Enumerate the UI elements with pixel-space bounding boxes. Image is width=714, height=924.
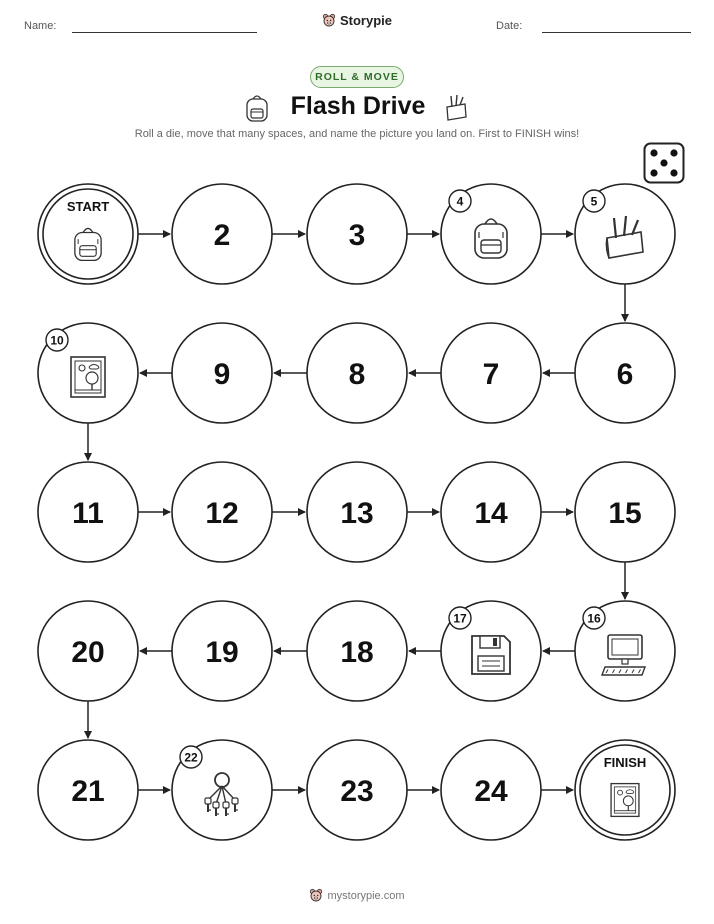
space-number-badge: 17 <box>453 611 467 626</box>
board-space-2 <box>172 184 272 284</box>
board-space-14 <box>441 462 541 562</box>
backpack-icon <box>475 219 507 258</box>
space-number-badge: 10 <box>50 333 64 348</box>
space-number: 13 <box>340 497 374 530</box>
board-space-11 <box>38 462 138 562</box>
space-number-badge: 4 <box>456 194 464 209</box>
space-number-badge: 5 <box>590 194 598 209</box>
finish-label: FINISH <box>603 755 647 770</box>
start-label: START <box>66 199 110 214</box>
board-space-12 <box>172 462 272 562</box>
date-label: Date: <box>496 20 523 32</box>
brand-name: Storypie <box>339 13 392 28</box>
board-space-6 <box>575 323 675 423</box>
space-number-badge: 22 <box>184 750 198 765</box>
board-space-10 <box>38 323 138 423</box>
space-number: 19 <box>205 636 239 669</box>
space-number: 3 <box>348 219 366 252</box>
space-number: 9 <box>213 358 231 391</box>
space-number: 11 <box>72 497 104 530</box>
board-space-17 <box>441 601 541 701</box>
space-number: 6 <box>616 358 634 391</box>
board-space-24 <box>441 740 541 840</box>
board-space-1 <box>38 184 138 284</box>
space-number: 20 <box>71 636 105 669</box>
space-number: 21 <box>71 775 105 808</box>
space-number: 12 <box>205 497 239 530</box>
space-number: 8 <box>348 358 366 391</box>
board-space-25 <box>575 740 675 840</box>
game-type-badge: ROLL & MOVE <box>310 66 404 88</box>
space-number: 15 <box>608 497 642 530</box>
board-space-5 <box>575 184 675 284</box>
space-number: 18 <box>340 636 374 669</box>
instructions: Roll a die, move that many spaces, and name the picture you land on. First to FINISH wins! <box>134 128 580 140</box>
board-space-20 <box>38 601 138 701</box>
computer-icon <box>602 635 645 675</box>
space-number: 7 <box>482 358 500 391</box>
space-number: 14 <box>474 497 508 530</box>
board-space-13 <box>307 462 407 562</box>
board-space-3 <box>307 184 407 284</box>
board-space-16 <box>575 601 675 701</box>
footer <box>0 888 714 906</box>
space-number-badge: 16 <box>587 611 601 626</box>
picture-frame-icon <box>71 357 105 397</box>
board-space-15 <box>575 462 675 562</box>
board-space-23 <box>307 740 407 840</box>
board-space-22 <box>172 740 272 840</box>
board-space-9 <box>172 323 272 423</box>
board-space-4 <box>441 184 541 284</box>
board-space-19 <box>172 601 272 701</box>
space-number: 24 <box>474 775 508 808</box>
name-label: Name: <box>24 20 57 32</box>
storypie-logo-icon <box>309 888 323 903</box>
board-space-7 <box>441 323 541 423</box>
footer-url[interactable]: mystorypie.com <box>327 889 405 902</box>
floppy-disk-icon <box>472 636 510 674</box>
picture-frame-icon <box>611 784 639 817</box>
space-number: 23 <box>340 775 374 808</box>
board-space-21 <box>38 740 138 840</box>
space-number: 2 <box>213 219 231 252</box>
page-title: Flash Drive <box>290 92 426 120</box>
board-space-18 <box>307 601 407 701</box>
board-space-8 <box>307 323 407 423</box>
backpack-icon <box>75 228 101 260</box>
